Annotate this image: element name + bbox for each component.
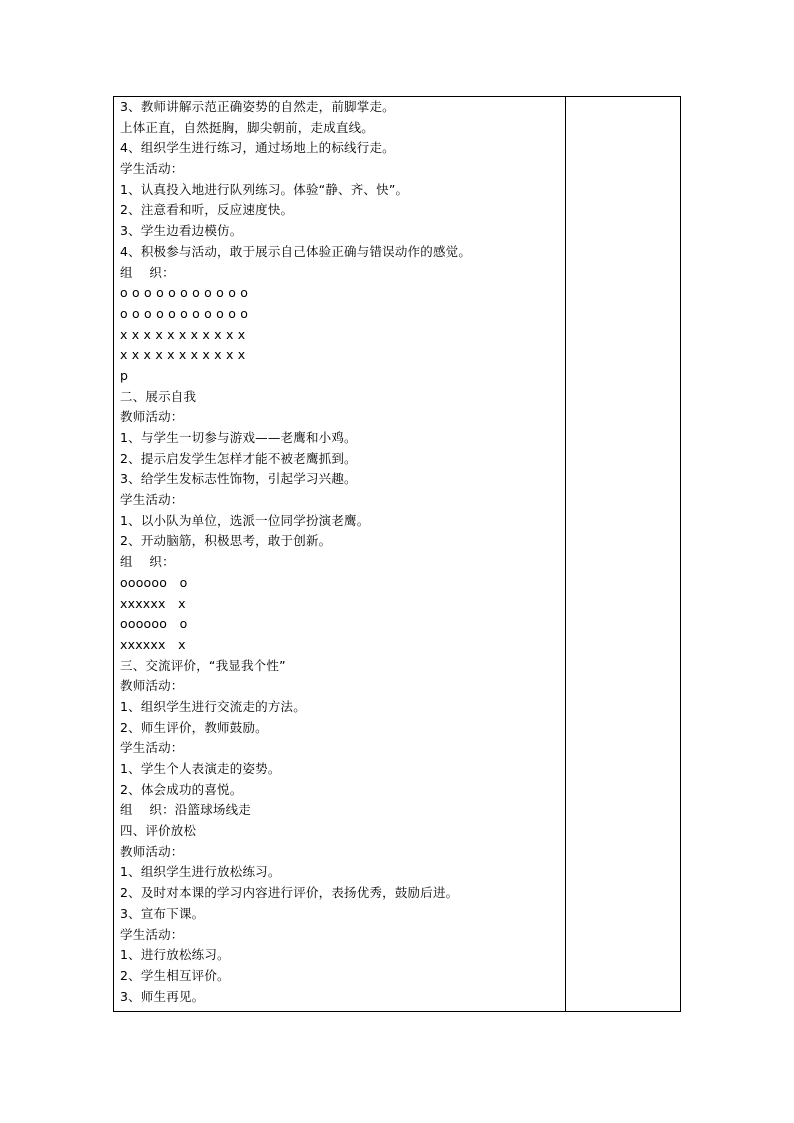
text-line: 4、组织学生进行练习，通过场地上的标线行走。 xyxy=(120,140,395,156)
formation-row: oooooo o xyxy=(120,616,188,632)
text-line: 1、进行放松练习。 xyxy=(120,947,230,963)
formation-row: p xyxy=(120,367,129,383)
text-line: 3、教师讲解示范正确姿势的自然走，前脚掌走。 xyxy=(120,99,395,114)
text-line: 2、提示启发学生怎样才能不被老鹰抓到。 xyxy=(120,450,357,466)
formation-row: o o o o o o o o o o o xyxy=(120,305,249,321)
text-line: 学生活动： xyxy=(120,926,184,942)
text-line: 2、及时对本课的学习内容进行评价，表扬优秀，鼓励后进。 xyxy=(120,885,459,901)
text-line: 1、认真投入地进行队列练习。体验“静、齐、快”。 xyxy=(120,181,409,197)
text-line: 3、师生再见。 xyxy=(120,988,205,1004)
text-line: 1、学生个人表演走的姿势。 xyxy=(120,761,281,776)
text-line: 教师活动： xyxy=(120,678,184,694)
text-line: 上体正直，自然挺胸，脚尖朝前，走成直线。 xyxy=(120,119,375,135)
section-heading: 三、交流评价，“我显我个性” xyxy=(120,657,286,673)
formation-row: xxxxxx x xyxy=(120,636,186,652)
text-line: 2、注意看和听，反应速度快。 xyxy=(120,202,294,218)
text-line: 学生活动： xyxy=(120,161,184,177)
text-line: 3、学生边看边模仿。 xyxy=(120,223,243,239)
text-line: 2、开动脑筋，积极思考，敢于创新。 xyxy=(120,533,332,549)
text-line: 3、给学生发标志性饰物，引起学习兴趣。 xyxy=(120,471,357,487)
text-line: 2、体会成功的喜悦。 xyxy=(120,781,243,797)
text-line: 2、学生相互评价。 xyxy=(120,967,230,983)
text-line: 2、师生评价，教师鼓励。 xyxy=(120,719,268,735)
text-line: 1、与学生一切参与游戏——老鹰和小鸡。 xyxy=(120,430,357,445)
formation-row: x x x x x x x x x x x xyxy=(120,326,246,342)
text-line: 教师活动： xyxy=(120,843,184,859)
text-line: 学生活动： xyxy=(120,492,184,508)
notes-cell xyxy=(566,97,680,1011)
formation-row: o o o o o o o o o o o xyxy=(120,285,249,301)
formation-row: xxxxxx x xyxy=(120,595,186,611)
text-line: 教师活动： xyxy=(120,409,184,425)
text-line: 组 织： xyxy=(120,264,175,280)
text-line: 组 织：沿篮球场线走 xyxy=(120,802,251,818)
lesson-plan-table xyxy=(113,96,681,1012)
section-heading: 四、评价放松 xyxy=(120,823,197,839)
text-line: 1、以小队为单位，选派一位同学扮演老鹰。 xyxy=(120,512,370,528)
text-line: 1、组织学生进行交流走的方法。 xyxy=(120,698,306,714)
formation-row: oooooo o xyxy=(120,574,188,590)
section-heading: 二、展示自我 xyxy=(120,388,197,404)
text-line: 1、组织学生进行放松练习。 xyxy=(120,864,281,880)
text-line: 学生活动： xyxy=(120,740,184,756)
text-line: 3、宣布下课。 xyxy=(120,905,205,921)
text-line: 4、积极参与活动，敢于展示自己体验正确与错误动作的感觉。 xyxy=(120,243,472,259)
formation-row: x x x x x x x x x x x xyxy=(120,347,246,363)
text-line: 组 织： xyxy=(120,554,175,570)
lesson-content-cell xyxy=(120,97,560,1007)
